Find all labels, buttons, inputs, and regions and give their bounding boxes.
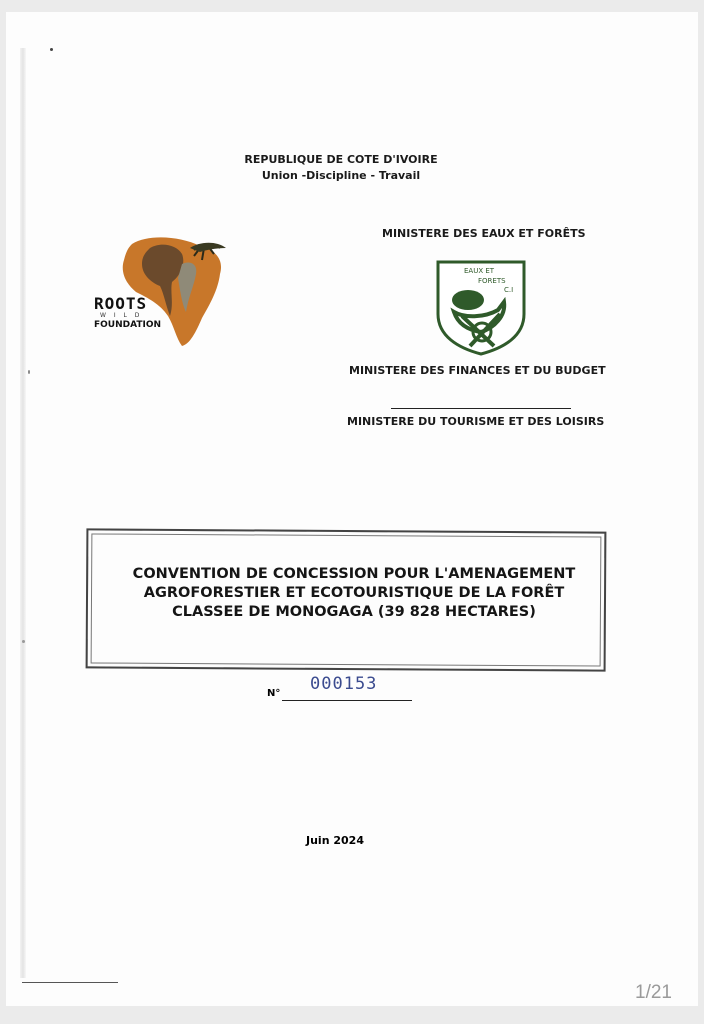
number-underline: [282, 700, 412, 701]
convention-title: CONVENTION DE CONCESSION POUR L'AMENAGEMENT AGROFORESTIER ET ECOTOURISTIQUE DE LA FORÊT CLASSEE DE MONOGAGA (39 828 HECTARES): [132, 566, 576, 620]
logo-subname: W I L D: [100, 312, 143, 319]
separator-line: [391, 408, 571, 409]
document-date: Juin 2024: [306, 834, 364, 847]
scan-speck: [22, 640, 25, 643]
eaux-forets-emblem: [434, 258, 528, 356]
logo-name: ROOTS: [94, 294, 148, 313]
scan-speck: [28, 370, 30, 374]
ministry-finances: MINISTERE DES FINANCES ET DU BUDGET: [349, 364, 606, 377]
emblem-text-1: EAUX ET: [464, 267, 495, 275]
republic-motto: Union -Discipline - Travail: [261, 169, 421, 182]
bottom-rule: [22, 982, 118, 983]
africa-elephant-icon: [90, 234, 240, 352]
emblem-text-3: C.I: [504, 286, 514, 294]
page-counter: 1/21: [635, 982, 672, 1003]
logo-foundation: FOUNDATION: [94, 320, 162, 330]
number-label: N°: [267, 688, 281, 699]
scan-speck: [50, 48, 53, 51]
document-page: [6, 12, 698, 1006]
roots-wild-foundation-logo: [90, 234, 240, 352]
republic-header: [206, 152, 476, 184]
emblem-text-2: FORETS: [478, 277, 506, 285]
republic-name: REPUBLIQUE DE COTE D'IVOIRE: [244, 153, 438, 166]
number-stamp: 000153: [310, 674, 378, 694]
ministry-tourisme: MINISTERE DU TOURISME ET DES LOISIRS: [347, 415, 605, 428]
page-binding-shadow: [20, 48, 26, 978]
ministry-eaux-forets: MINISTERE DES EAUX ET FORÊTS: [382, 227, 586, 240]
